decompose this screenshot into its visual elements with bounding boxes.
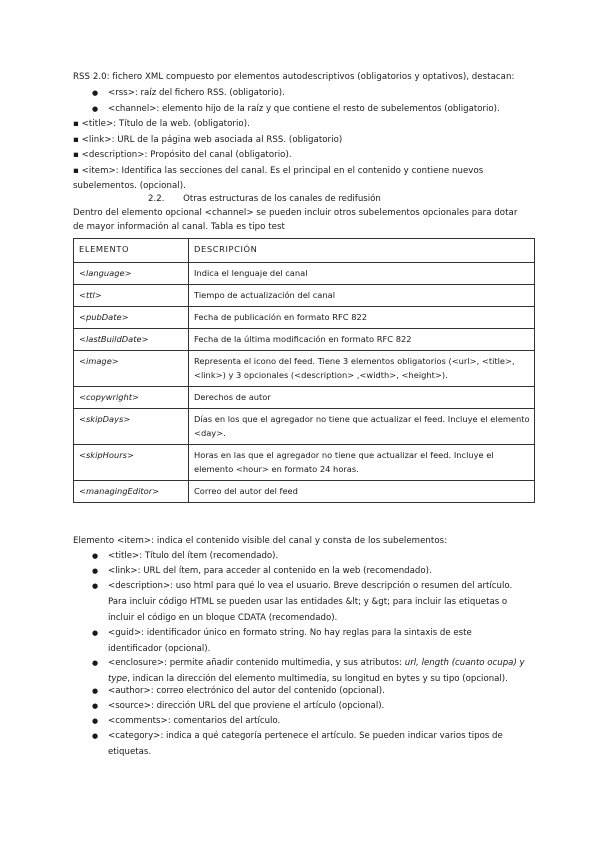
bullet-rss: <rss>: raíz del fichero RSS. (obligatorio).	[108, 88, 285, 98]
square-bullet-icon: ▪	[73, 150, 79, 160]
square-bullet-icon: ▪	[73, 119, 79, 129]
bullet-channel: <channel>: elemento hijo de la raíz y que contiene el resto de subelementos (obligatorio).	[108, 104, 500, 114]
table-header-elemento: ELEMENTO	[74, 239, 189, 263]
table-row: <skipHours> Horas en las que el agregador no tiene que actualizar el feed. Incluye el elemento <hour> en formato 24 horas.	[74, 445, 535, 481]
bullet-item-source: <source>: dirección URL del que proviene el artículo (opcional).	[108, 701, 385, 711]
table-row: <lastBuildDate> Fecha de la última modificación en formato RFC 822	[74, 329, 535, 351]
bullet-item-description: <description>: uso html para qué lo vea el usuario. Breve descripción o resumen del artículo. Para incluir código HTML se pueden usar las entidades &lt; y &gt; para incluir las etiquetas o incluir el código en un bloque CDATA (recomendado).	[108, 581, 513, 623]
table-row: <managingEditor> Correo del autor del feed	[74, 481, 535, 503]
bullet-item-enclosure: <enclosure>: permite añadir contenido multimedia, y sus atributos: url, length (cuanto ocupa) y type, indican la dirección del elemento multimedia, su longitud en bytes y su tipo (opcional).	[108, 658, 525, 684]
bullet-item-comments: <comments>: comentarios del artículo.	[108, 716, 281, 726]
table-row: <language> Indica el lenguaje del canal	[74, 263, 535, 285]
item-intro: Elemento <item>: indica el contenido visible del canal y consta de los subelementos:	[73, 536, 448, 546]
bullet-item-author: <author>: correo electrónico del autor del contenido (opcional).	[108, 686, 385, 696]
table-header-row	[74, 239, 535, 263]
square-list-item: ▪ <link>: URL de la página web asociada al RSS. (obligatorio)	[73, 135, 343, 145]
table-header-descripcion: DESCRIPCIÓN	[189, 239, 535, 263]
bullet-icon: ●	[92, 89, 99, 97]
table-row: <copywright> Derechos de autor	[74, 387, 535, 409]
bullet-icon: ●	[92, 702, 99, 710]
table-row: <pubDate> Fecha de publicación en formato RFC 822	[74, 307, 535, 329]
square-list-continuation: subelementos. (opcional).	[73, 181, 186, 191]
square-bullet-icon: ▪	[73, 135, 79, 145]
bullet-icon: ●	[92, 552, 99, 560]
bullet-icon: ●	[92, 659, 99, 667]
square-list-item: ▪ <title>: Título de la web. (obligatorio).	[73, 119, 250, 129]
bullet-item-title: <title>: Título del ítem (recomendado).	[108, 551, 279, 561]
table-row: <skipDays> Días en los que el agregador no tiene que actualizar el feed. Incluye el elemento <day>.	[74, 409, 535, 445]
table-row: <ttl> Tiempo de actualización del canal	[74, 285, 535, 307]
section-number: 2.2.	[148, 194, 165, 204]
bullet-item-guid: <guid>: identificador único en formato string. No hay reglas para la sintaxis de este identificador (opcional).	[108, 628, 472, 654]
bullet-item-link: <link>: URL del ítem, para acceder al contenido en la web (recomendado).	[108, 566, 432, 576]
channel-elements-table	[73, 238, 535, 503]
bullet-item-category: <category>: indica a qué categoría pertenece el artículo. Se pueden indicar varios tipos de etiquetas.	[108, 731, 503, 757]
square-list-item: ▪ <item>: Identifica las secciones del canal. Es el principal en el contenido y contiene nuevos	[73, 166, 484, 176]
bullet-icon: ●	[92, 629, 99, 637]
bullet-icon: ●	[92, 732, 99, 740]
bullet-icon: ●	[92, 717, 99, 725]
section-title: Otras estructuras de los canales de redifusión	[183, 194, 381, 204]
table-intro-line-2: de mayor información al canal. Tabla es tipo test	[73, 222, 285, 232]
square-bullet-icon: ▪	[73, 166, 79, 176]
table-row: <image> Representa el icono del feed. Tiene 3 elementos obligatorios (<url>, <title>, <link>) y 3 opcionales (<description> ,<width>, <height>).	[74, 351, 535, 387]
table-intro-line-1: Dentro del elemento opcional <channel> se pueden incluir otros subelementos opcionales para dotar	[73, 208, 518, 218]
bullet-icon: ●	[92, 567, 99, 575]
square-list-item: ▪ <description>: Propósito del canal (obligatorio).	[73, 150, 292, 160]
intro-paragraph: RSS 2.0: fichero XML compuesto por elementos autodescriptivos (obligatorios y optativos), destacan:	[73, 72, 515, 82]
bullet-icon: ●	[92, 105, 99, 113]
bullet-icon: ●	[92, 582, 99, 590]
section-heading	[148, 194, 381, 205]
bullet-icon: ●	[92, 687, 99, 695]
